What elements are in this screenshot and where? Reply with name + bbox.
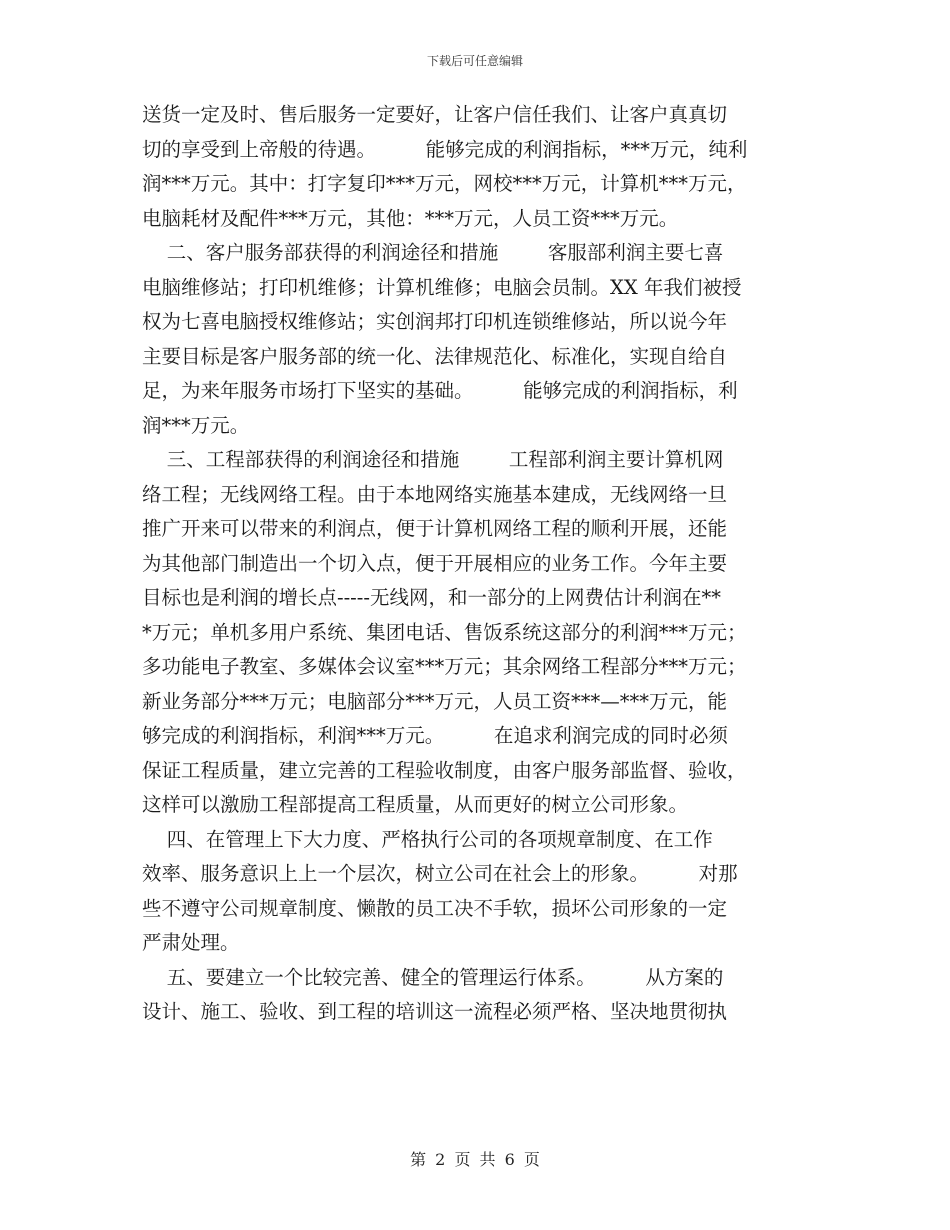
text-line: 送货一定及时、售后服务一定要好，让客户信任我们、让客户真真切 [142,103,728,126]
text-line: 设计、施工、验收、到工程的培训这一流程必须严格、坚决地贯彻执 [142,1000,728,1023]
text-line: 些不遵守公司规章制度、懒散的员工决不手软，损坏公司形象的一定 [142,896,728,920]
text-line: 多功能电子教室、多媒体会议室***万元；其余网络工程部分***万元； [142,655,747,678]
text-line: 严肃处理。 [142,931,240,954]
text-line: 电脑维修站；打印机维修；计算机维修；电脑会员制。XX 年我们被授 [142,275,742,299]
text-line: 够完成的利润指标，利润***万元。 在追求利润完成的同时必须 [142,724,728,747]
text-line: 络工程；无线网络工程。由于本地网络实施基本建成，无线网络一旦 [142,482,728,506]
document-body [142,98,808,1030]
text-line: 润***万元。 [142,413,250,437]
text-line: 润***万元。其中：打字复印***万元，网校***万元，计算机***万元， [142,172,747,195]
text-line: 二、客户服务部获得的利润途径和措施 客服部利润主要七喜 [142,241,724,264]
page-header-note: 下载后可任意编辑 [426,54,523,68]
text-line: 四、在管理上下大力度、严格执行公司的各项规章制度、在工作 [142,827,713,851]
text-line: *万元；单机多用户系统、集团电话、售饭系统这部分的利润***万元； [142,620,747,644]
text-line: 权为七喜电脑授权维修站；实创润邦打印机连锁维修站，所以说今年 [142,310,728,333]
text-line: 这样可以激励工程部提高工程质量，从而更好的树立公司形象。 [142,793,689,816]
text-line: 三、工程部获得的利润途径和措施 工程部利润主要计算机网 [142,448,724,471]
text-line: 保证工程质量，建立完善的工程验收制度，由客户服务部监督、验收， [142,758,747,782]
text-line: 新业务部分***万元；电脑部分***万元，人员工资***—***万元，能 [142,689,728,713]
text-line: 足，为来年服务市场打下坚实的基础。 能够完成的利润指标，利 [142,379,738,402]
text-line: 目标也是利润的增长点-----无线网，和一部分的上网费估计利润在** [142,586,721,609]
text-line: 主要目标是客户服务部的统一化、法律规范化、标准化，实现自给自 [142,344,728,368]
text-line: 电脑耗材及配件***万元，其他：***万元，人员工资***万元。 [142,206,679,230]
text-line: 推广开来可以带来的利润点，便于计算机网络工程的顺利开展，还能 [142,517,728,540]
text-line: 五、要建立一个比较完善、健全的管理运行体系。 从方案的 [142,965,724,989]
text-line: 效率、服务意识上上一个层次，树立公司在社会上的形象。 对那 [142,862,738,885]
page-number-footer: 第 2 页 共 6 页 [410,1150,540,1169]
text-line: 切的享受到上帝般的待遇。 能够完成的利润指标，***万元，纯利 [142,137,748,161]
text-line: 为其他部门制造出一个切入点，便于开展相应的业务工作。今年主要 [142,551,728,575]
